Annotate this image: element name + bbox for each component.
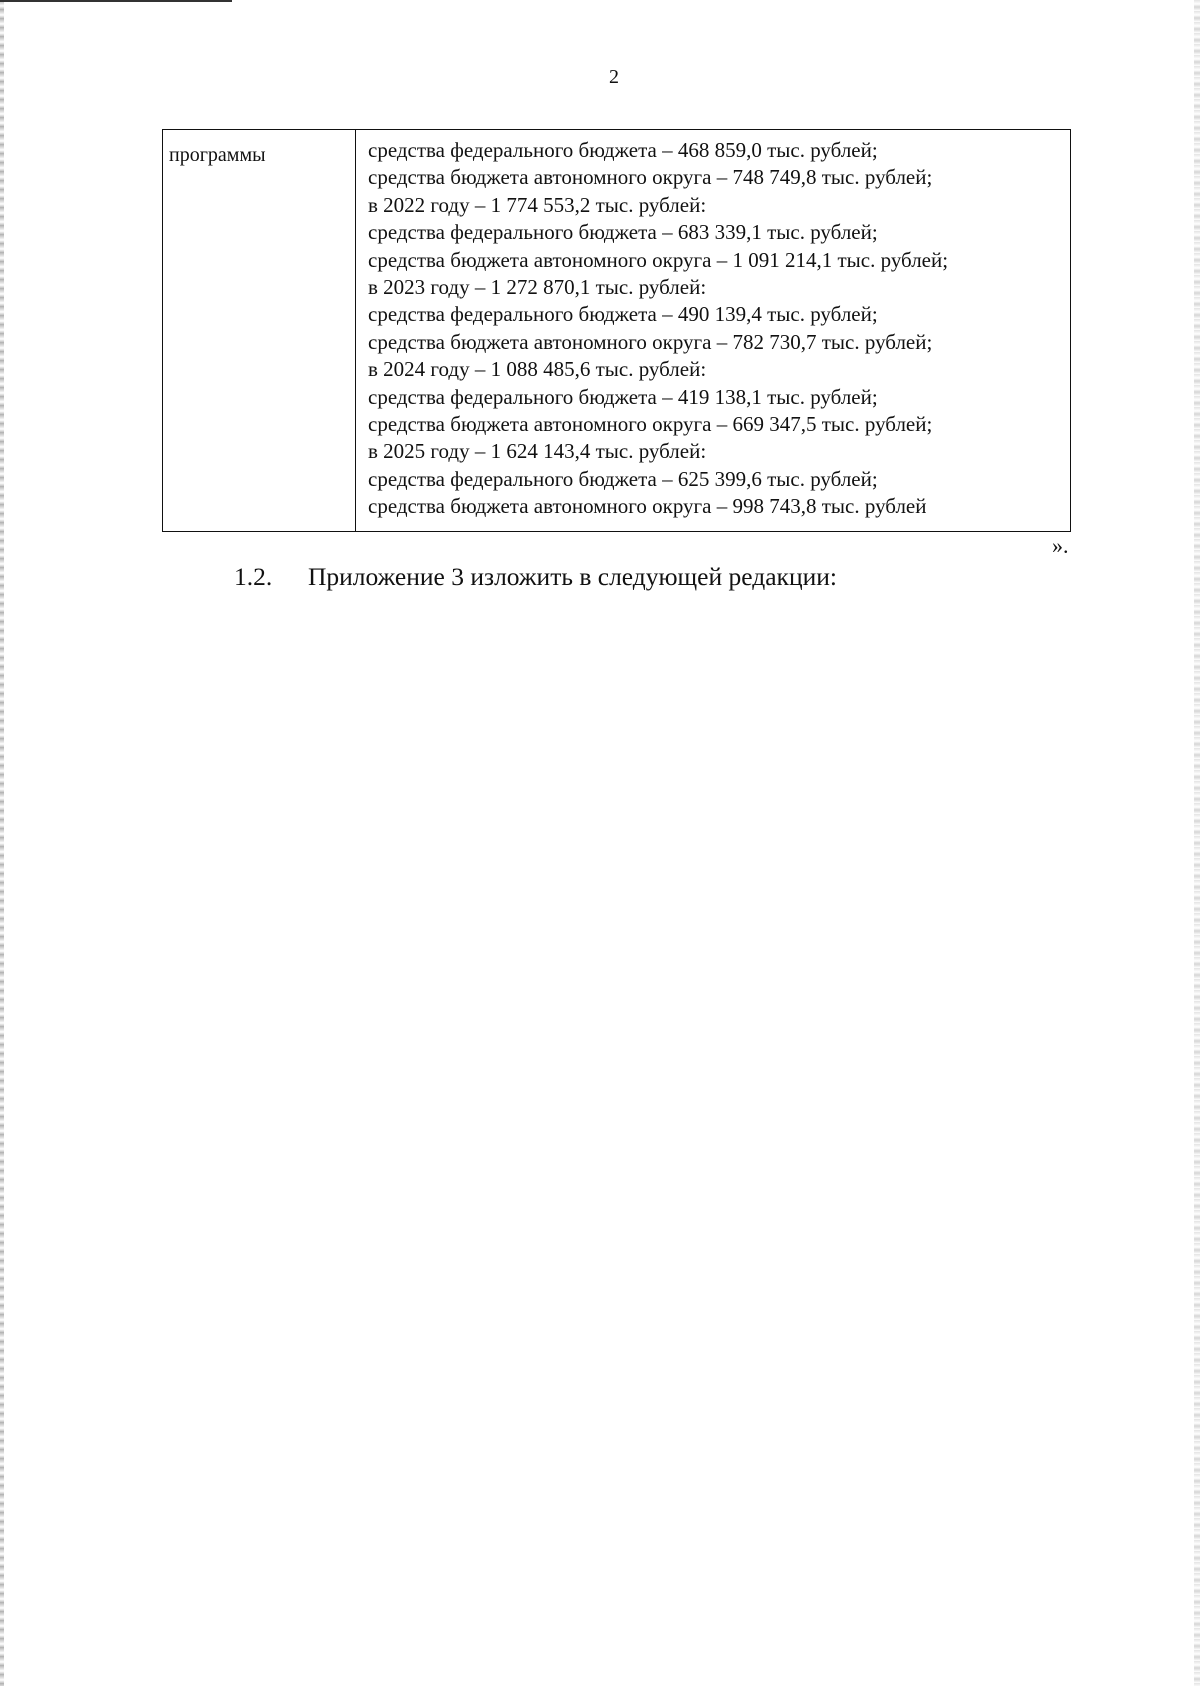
- table-line: средства федерального бюджета – 490 139,4 тыс. рублей;: [368, 302, 878, 327]
- table-line: в 2024 году – 1 088 485,6 тыс. рублей:: [368, 357, 707, 382]
- clause-paragraph: [234, 562, 837, 592]
- table-line: в 2023 году – 1 272 870,1 тыс. рублей:: [368, 275, 707, 300]
- table-line: средства бюджета автономного округа – 669 347,5 тыс. рублей;: [368, 412, 933, 437]
- clause-number: 1.2.: [234, 562, 273, 591]
- clause-text: Приложение 3 изложить в следующей редакции:: [308, 562, 837, 591]
- table-line: в 2025 году – 1 624 143,4 тыс. рублей:: [368, 439, 707, 464]
- table-line: средства федерального бюджета – 683 339,1 тыс. рублей;: [368, 220, 878, 245]
- scan-edge-right: [1194, 0, 1200, 1686]
- scan-top-line: [0, 0, 232, 2]
- table-line: средства бюджета автономного округа – 1 091 214,1 тыс. рублей;: [368, 247, 949, 272]
- table-line: средства бюджета автономного округа – 998 743,8 тыс. рублей: [368, 494, 927, 519]
- table-line: средства бюджета автономного округа – 782 730,7 тыс. рублей;: [368, 329, 933, 354]
- page-number: 2: [609, 66, 619, 88]
- table-line: в 2022 году – 1 774 553,2 тыс. рублей:: [368, 192, 707, 217]
- table-content-cell: [356, 130, 1070, 531]
- table-line: средства бюджета автономного округа – 748 749,8 тыс. рублей;: [368, 165, 933, 190]
- budget-table: [162, 129, 1071, 532]
- scan-edge-left: [0, 0, 4, 1686]
- table-line: средства федерального бюджета – 419 138,1 тыс. рублей;: [368, 384, 878, 409]
- table-line: средства федерального бюджета – 468 859,0 тыс. рублей;: [368, 138, 878, 162]
- closing-quote: ».: [1052, 533, 1069, 558]
- table-line: средства федерального бюджета – 625 399,6 тыс. рублей;: [368, 466, 878, 491]
- table-label-cell: программы: [163, 130, 356, 531]
